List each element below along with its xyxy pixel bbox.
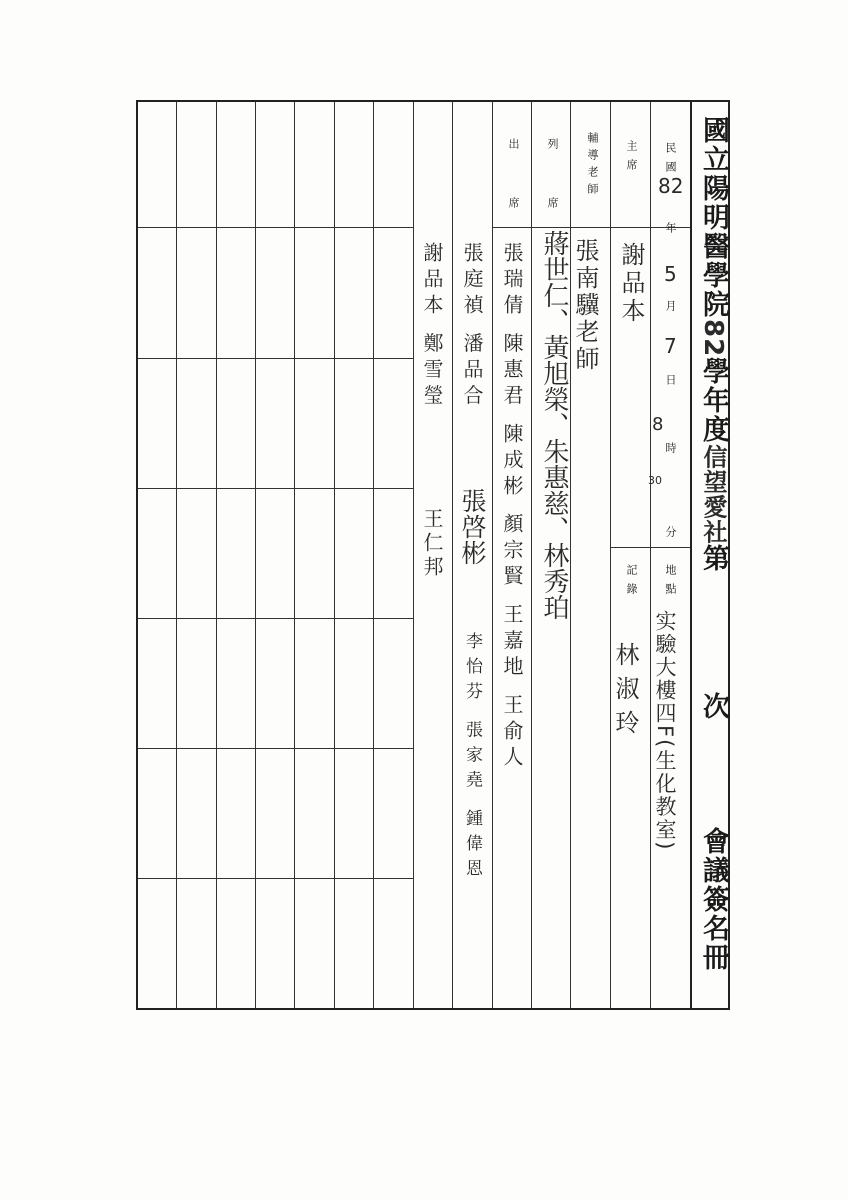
chair-label: 主席 — [625, 140, 638, 178]
attendee-column-1: 蔣世仁、黃旭榮、朱惠慈、林秀珀 — [539, 230, 569, 620]
column-rule — [531, 102, 532, 1008]
attendee-column-3c: 李怡芬 張家堯 鍾偉恩 — [462, 632, 482, 884]
day-unit: 日 — [664, 374, 677, 393]
meeting-hour: 8 — [652, 414, 664, 435]
recorder-name: 林淑玲 — [611, 642, 639, 744]
column-rule — [452, 102, 453, 1008]
title-ordinal: 第 — [698, 544, 729, 574]
hour-unit: 時 — [664, 442, 677, 461]
attendee-column-4a: 謝品本 鄭雪瑩 — [420, 242, 444, 411]
advisor-name: 張南驥老師 — [571, 238, 599, 373]
row-rule — [138, 618, 413, 619]
column-rule — [610, 102, 611, 1008]
attendance-label-liexi: 列席 — [546, 138, 559, 256]
date-prefix: 民國 — [664, 142, 677, 180]
column-rule — [255, 102, 256, 1008]
meeting-day: 7 — [664, 334, 677, 358]
column-rule — [216, 102, 217, 1008]
location-rule — [610, 547, 690, 548]
meeting-location: 实驗大樓四F(生化教室) — [653, 610, 677, 852]
month-unit: 月 — [664, 300, 677, 319]
location-label: 地點 — [664, 564, 677, 602]
attendee-column-4b: 王仁邦 — [420, 508, 444, 580]
title-mid: 學年度 — [698, 357, 729, 445]
title-suffix: 會議簽名冊 — [698, 827, 729, 972]
title-prefix: 國立陽明醫學院 — [698, 116, 729, 319]
column-rule — [650, 102, 651, 1008]
club-name: 信望愛社 — [699, 444, 727, 545]
form-title — [694, 116, 733, 573]
attendee-column-3b: 張啓彬 — [458, 488, 487, 566]
row-rule — [138, 227, 413, 228]
column-rule — [334, 102, 335, 1008]
attendance-label-chuxi: 出席 — [507, 138, 520, 256]
row-rule — [138, 878, 413, 879]
title-column-rule — [690, 102, 692, 1008]
column-rule — [294, 102, 295, 1008]
advisor-label: 輔導老師 — [586, 132, 599, 200]
meeting-month: 5 — [664, 262, 677, 286]
row-rule — [138, 488, 413, 489]
title-session: 次 — [698, 692, 729, 721]
column-rule — [413, 102, 414, 1008]
column-rule — [373, 102, 374, 1008]
row-rule — [138, 748, 413, 749]
chair-name: 謝品本 — [617, 242, 645, 326]
attendee-column-2: 張瑞倩 陳惠君 陳成彬 顏宗賢 王嘉地 王俞人 — [500, 242, 524, 772]
signature-sheet — [136, 100, 730, 1010]
column-rule — [176, 102, 177, 1008]
academic-year: 82 — [698, 319, 728, 358]
header-rule — [492, 227, 690, 228]
meeting-minute: 30 — [648, 474, 662, 487]
recorder-label: 記錄 — [625, 564, 638, 602]
minute-unit: 分 — [664, 526, 677, 545]
meeting-year: 82 — [658, 174, 684, 198]
row-rule — [138, 358, 413, 359]
year-unit: 年 — [664, 222, 677, 241]
attendee-column-3a: 張庭禎 潘品合 — [460, 242, 484, 411]
column-rule — [492, 102, 493, 1008]
